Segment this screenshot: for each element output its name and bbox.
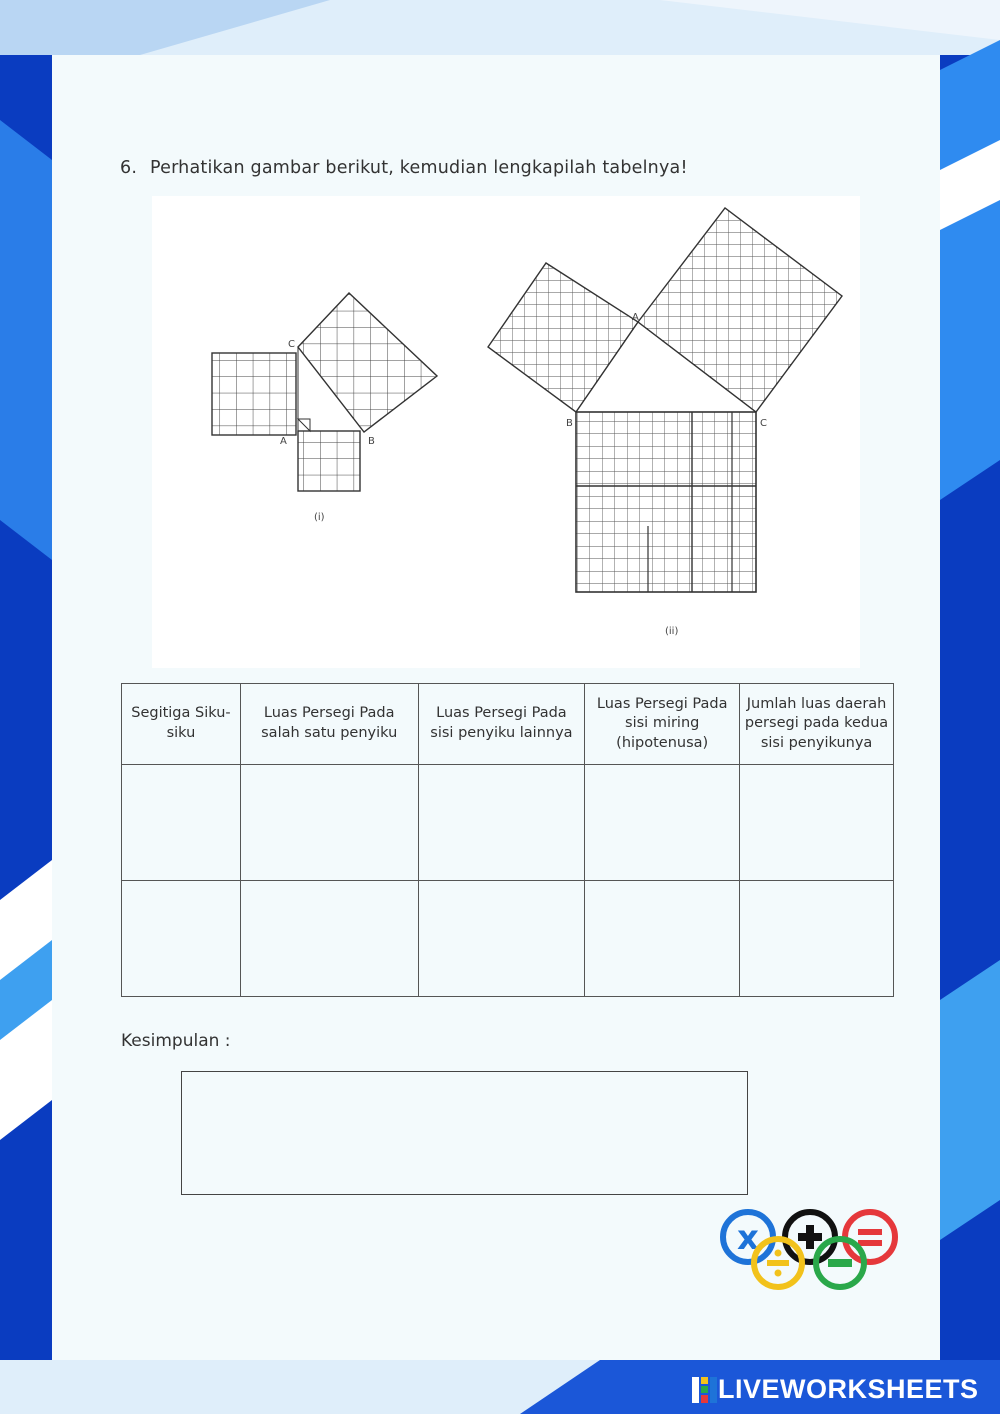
liveworksheets-brand[interactable] [692,1374,979,1405]
fig2-label-a: A [632,312,639,323]
answer-cell[interactable] [122,765,241,881]
header-luas-penyiku-1: Luas Persegi Pada salah satu penyiku [240,684,418,765]
question-text [120,158,688,178]
header-luas-penyiku-2: Luas Persegi Pada sisi penyiku lainnya [418,684,585,765]
answer-cell[interactable] [418,765,585,881]
fig1-label-b: B [368,436,375,447]
answer-cell[interactable] [740,765,894,881]
answer-cell[interactable] [585,765,740,881]
answer-cell[interactable] [418,881,585,997]
pythagoras-figure [152,196,860,668]
header-jumlah-luas: Jumlah luas daerah persegi pada kedua sisi penyikunya [740,684,894,765]
fig2-label-c: C [760,418,767,429]
svg-text:x: x [737,1218,759,1258]
fig2-label-b: B [566,418,573,429]
answer-table [121,683,894,997]
answer-cell[interactable] [122,881,241,997]
conclusion-label: Kesimpulan : [121,1031,231,1051]
conclusion-input[interactable] [181,1071,748,1195]
question-instruction: Perhatikan gambar berikut, kemudian lengkapilah tabelnya! [150,158,688,178]
table-row [122,765,894,881]
answer-cell[interactable] [240,765,418,881]
fig2-caption: (ii) [665,626,679,637]
header-luas-hipotenusa: Luas Persegi Pada sisi miring (hipotenusa) [585,684,740,765]
figure-i [212,293,437,523]
figure-ii [488,208,842,637]
math-operations-logo-icon [718,1205,902,1293]
header-segitiga: Segitiga Siku-siku [122,684,241,765]
table-row [122,881,894,997]
fig1-caption: (i) [314,512,325,523]
question-number: 6. [120,158,138,178]
table-header-row [122,684,894,765]
fig1-label-a: A [280,436,287,447]
liveworksheets-logo-icon [692,1377,718,1403]
answer-cell[interactable] [585,881,740,997]
answer-cell[interactable] [740,881,894,997]
brand-name: LIVEWORKSHEETS [718,1374,979,1404]
answer-cell[interactable] [240,881,418,997]
fig1-label-c: C [288,339,295,350]
